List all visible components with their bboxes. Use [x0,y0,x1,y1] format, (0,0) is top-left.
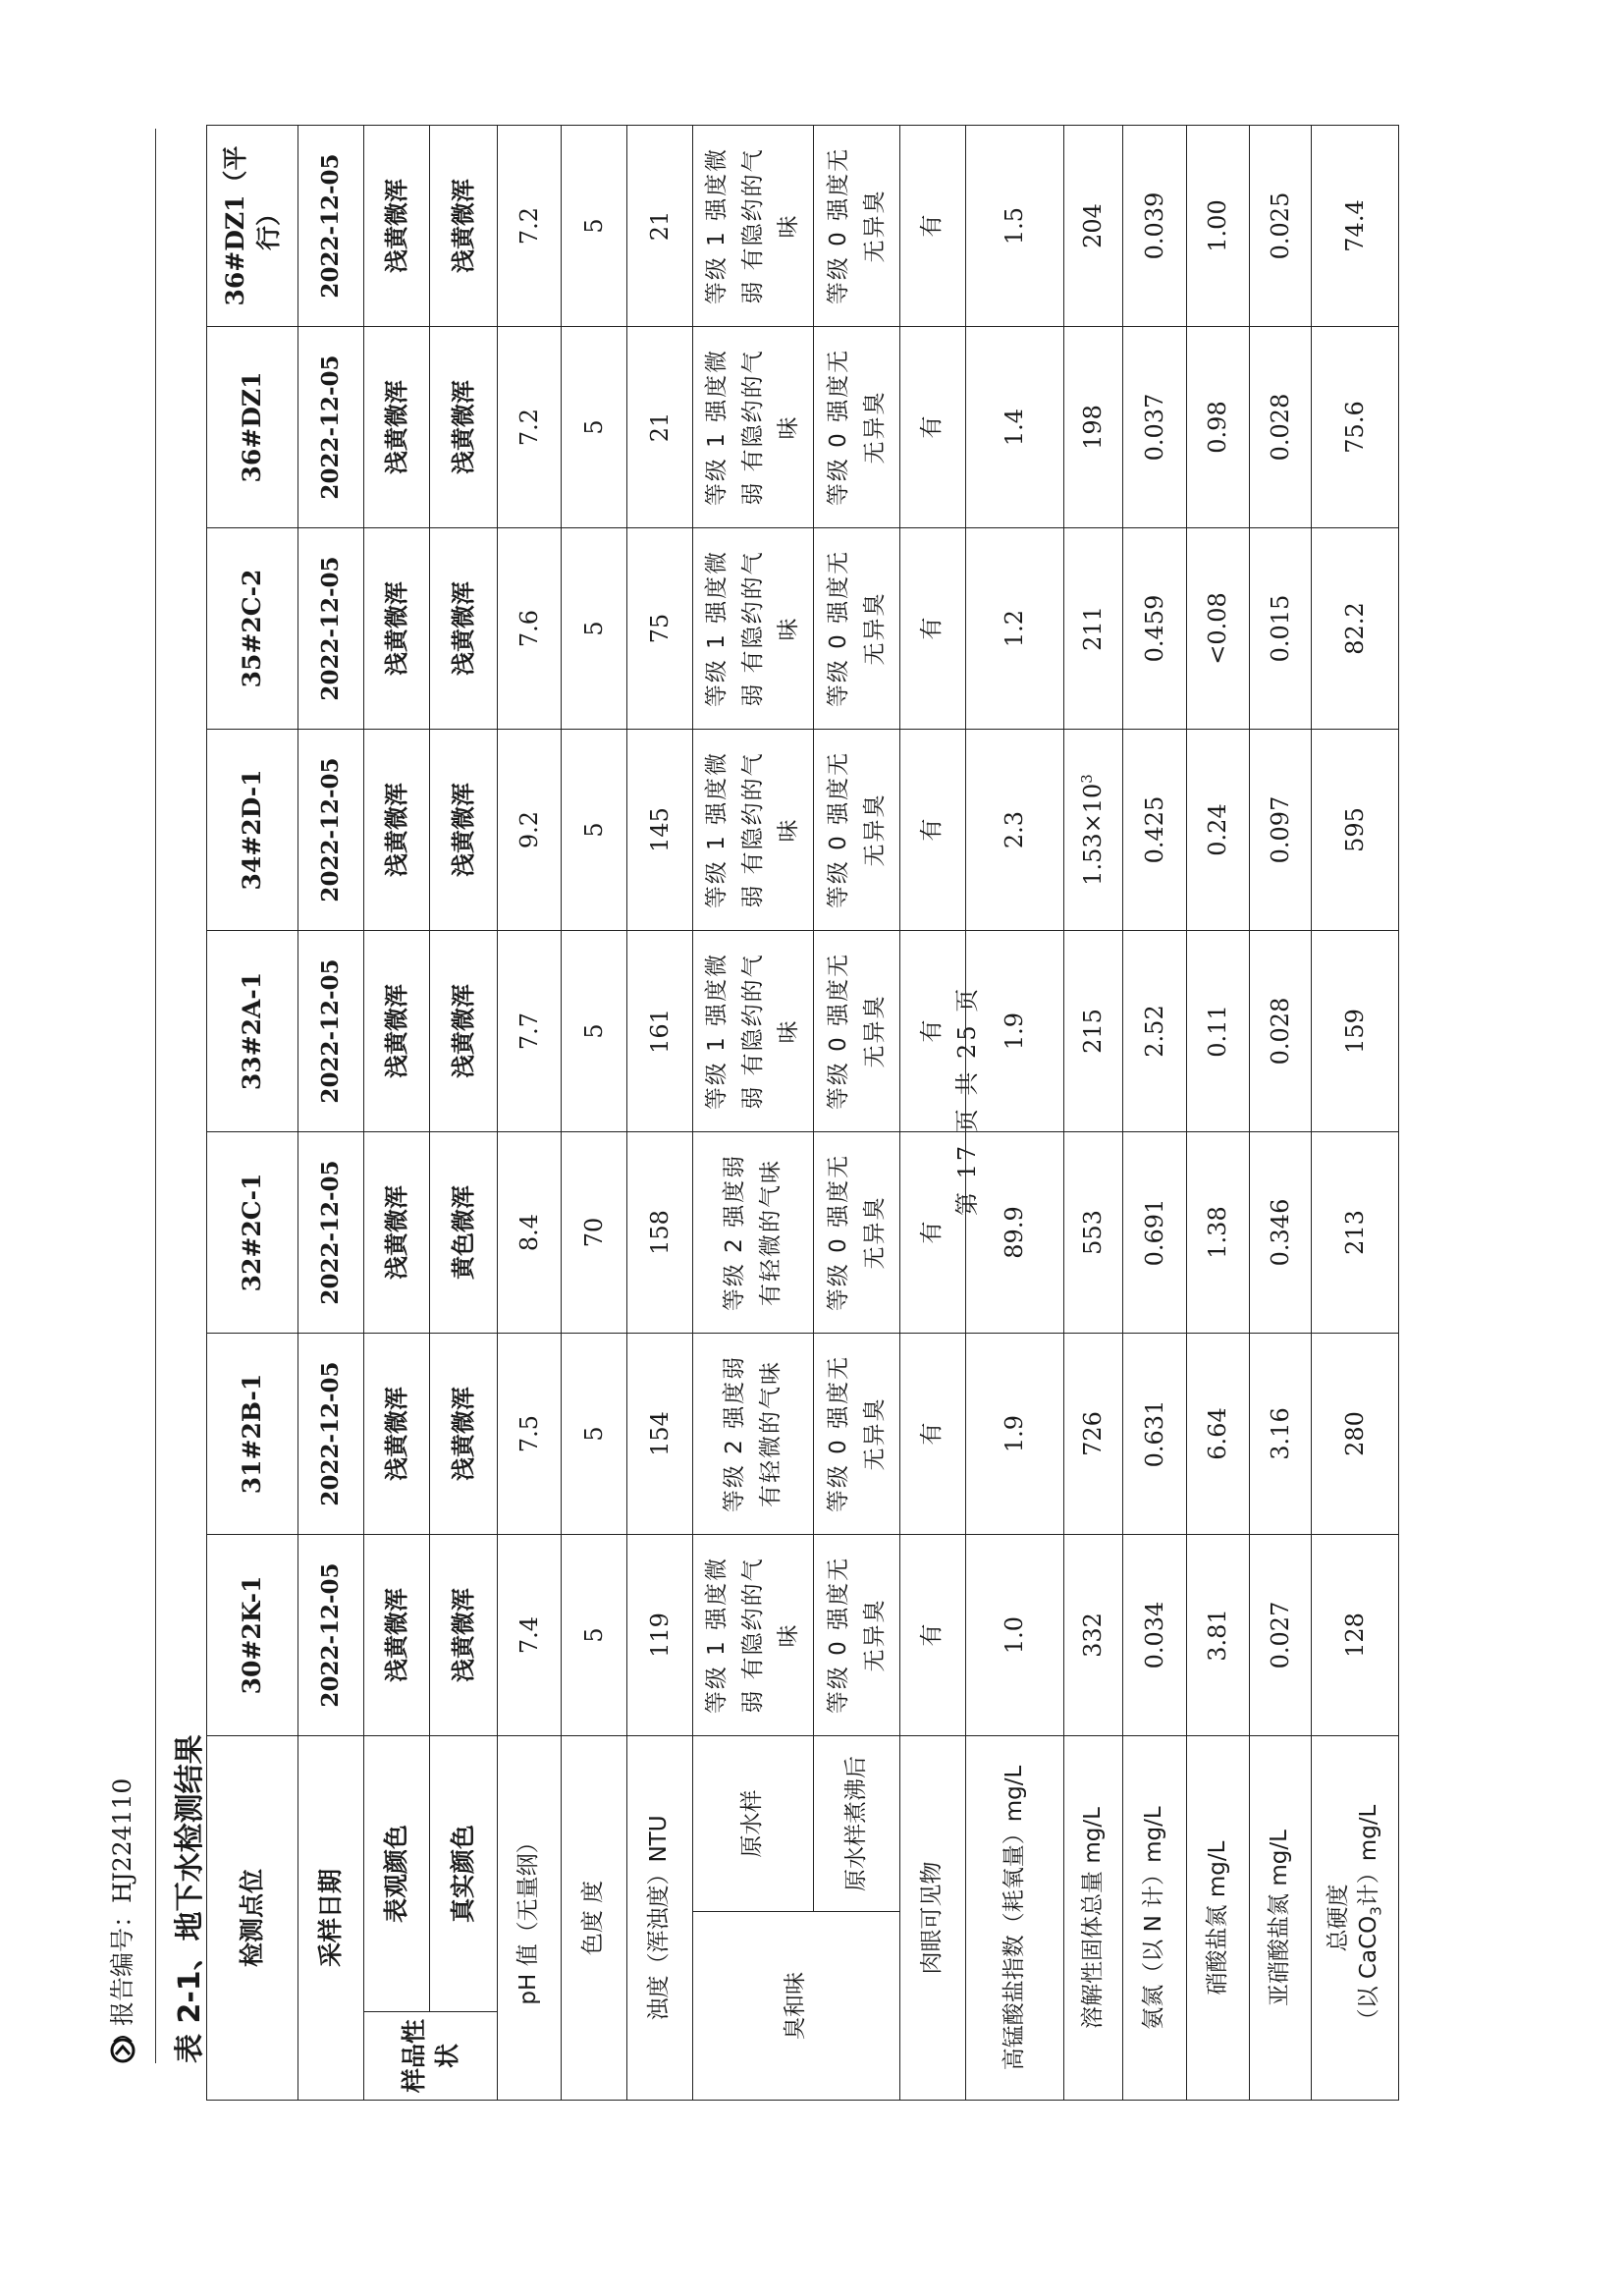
table-row [966,126,1064,2101]
cell-permanganate: 1.5 [966,126,1064,327]
cell-hardness: 74.4 [1312,126,1399,327]
label-date: 采样日期 [298,1736,364,2101]
cell-tds: 553 [1064,1132,1123,1334]
cell-odor-raw: 等级 2 强度弱 有轻微的气味 [693,1334,814,1535]
cell-nitrate: 0.98 [1187,327,1250,528]
label-ammonia: 氨氮（以 N 计）mg/L [1123,1736,1187,2101]
cell-date: 2022-12-05 [298,730,364,931]
tds-base: 1.53×10 [1079,783,1108,886]
cell-ph: 8.4 [498,1132,562,1334]
results-table-body [207,126,1399,2101]
label-chroma: 色度 度 [562,1736,627,2101]
cell-nitrate: 6.64 [1187,1334,1250,1535]
table-row [498,126,562,2101]
cell-turbidity: 154 [627,1334,693,1535]
cell-visible: 有 [900,126,966,327]
cell-nitrite: 0.097 [1250,730,1312,931]
cell-point: 33#2A-1 [207,931,298,1132]
cell-point: 35#2C-2 [207,528,298,730]
label-tds: 溶解性固体总量 mg/L [1064,1736,1123,2101]
cell-odor-boiled: 等级 0 强度无 无异臭 [814,1334,900,1535]
cell-true-color: 浅黄微浑 [430,327,498,528]
cell-turbidity: 158 [627,1132,693,1334]
cell-ph: 7.7 [498,931,562,1132]
table-row [364,126,430,2101]
cell-true-color: 浅黄微浑 [430,126,498,327]
cell-ph: 7.5 [498,1334,562,1535]
cell-turbidity: 75 [627,528,693,730]
cell-chroma: 5 [562,528,627,730]
cell-true-color: 黄色微浑 [430,1132,498,1334]
cell-true-color: 浅黄微浑 [430,1535,498,1736]
cell-apparent-color: 浅黄微浑 [364,1535,430,1736]
cell-chroma: 5 [562,931,627,1132]
cell-permanganate: 1.2 [966,528,1064,730]
cell-point: 36#DZ1 [207,327,298,528]
report-number [103,1778,138,2063]
cell-nitrate: 1.00 [1187,126,1250,327]
cell-permanganate: 2.3 [966,730,1064,931]
cell-turbidity: 145 [627,730,693,931]
label-sample-group: 样品性状 [364,2012,498,2101]
table-row [430,126,498,2101]
cell-odor-raw: 等级 1 强度微弱 有隐约的气味 [693,327,814,528]
table-row [693,126,814,2101]
cell-nitrate: 0.11 [1187,931,1250,1132]
cell-nitrite: 0.027 [1250,1535,1312,1736]
cell-odor-boiled: 等级 0 强度无 无异臭 [814,327,900,528]
table-row [1312,126,1399,2101]
label-hardness-suffix: 计）mg/L [1356,1804,1382,1907]
table-row [1187,126,1250,2101]
cell-chroma: 70 [562,1132,627,1334]
label-permanganate: 高锰酸盐指数（耗氧量）mg/L [966,1736,1064,2101]
page-indicator: 第 17 页 共 25 页 [953,985,981,1216]
label-nitrite: 亚硝酸盐氮 mg/L [1250,1736,1312,2101]
cell-true-color: 浅黄微浑 [430,1334,498,1535]
table-row [1250,126,1312,2101]
label-visible: 肉眼可见物 [900,1736,966,2101]
table-row [814,126,900,2101]
cell-date: 2022-12-05 [298,327,364,528]
label-point: 检测点位 [207,1736,298,2101]
label-hardness-subscript: 3 [1367,1906,1385,1916]
cell-odor-raw: 等级 2 强度弱 有轻微的气味 [693,1132,814,1334]
cell-nitrite: 0.025 [1250,126,1312,327]
cell-ph: 7.6 [498,528,562,730]
company-logo-icon [110,2030,135,2063]
cell-odor-raw: 等级 1 强度微弱 有隐约的气味 [693,126,814,327]
cell-apparent-color: 浅黄微浑 [364,327,430,528]
cell-tds [1064,730,1123,931]
label-nitrate: 硝酸盐氮 mg/L [1187,1736,1250,2101]
cell-ammonia: 0.039 [1123,126,1187,327]
cell-nitrate: 3.81 [1187,1535,1250,1736]
table-row [900,126,966,2101]
table-row [207,126,298,2101]
table-row [1123,126,1187,2101]
cell-hardness: 213 [1312,1132,1399,1334]
cell-odor-raw: 等级 1 强度微弱 有隐约的气味 [693,1535,814,1736]
cell-chroma: 5 [562,1334,627,1535]
cell-date: 2022-12-05 [298,1132,364,1334]
cell-odor-boiled: 等级 0 强度无 无异臭 [814,1132,900,1334]
cell-ph: 7.2 [498,126,562,327]
label-ph: pH 值（无量纲） [498,1736,562,2101]
cell-apparent-color: 浅黄微浑 [364,931,430,1132]
header-divider [155,129,156,2063]
cell-apparent-color: 浅黄微浑 [364,528,430,730]
cell-tds: 332 [1064,1535,1123,1736]
cell-odor-raw: 等级 1 强度微弱 有隐约的气味 [693,528,814,730]
cell-date: 2022-12-05 [298,126,364,327]
label-odor-group: 臭和味 [693,1912,900,2101]
cell-point: 30#2K-1 [207,1535,298,1736]
results-table [206,125,1399,2101]
cell-point: 31#2B-1 [207,1334,298,1535]
cell-chroma: 5 [562,1535,627,1736]
cell-apparent-color: 浅黄微浑 [364,1334,430,1535]
cell-nitrite: 0.028 [1250,327,1312,528]
cell-ammonia: 0.459 [1123,528,1187,730]
label-apparent-color: 表观颜色 [364,1736,430,2012]
cell-visible: 有 [900,1334,966,1535]
cell-turbidity: 21 [627,126,693,327]
table-row [627,126,693,2101]
cell-apparent-color: 浅黄微浑 [364,730,430,931]
cell-chroma: 5 [562,730,627,931]
cell-point: 36#DZ1（平行） [207,126,298,327]
label-true-color: 真实颜色 [430,1736,498,2012]
cell-nitrite: 0.028 [1250,931,1312,1132]
table-caption: 表 2-1、地下水检测结果 [173,1734,207,2063]
cell-permanganate: 1.4 [966,327,1064,528]
cell-hardness: 595 [1312,730,1399,931]
tds-exponent: 3 [1078,774,1097,784]
cell-permanganate: 89.9 [966,1132,1064,1334]
cell-visible: 有 [900,730,966,931]
cell-visible: 有 [900,1132,966,1334]
cell-turbidity: 21 [627,327,693,528]
cell-chroma: 5 [562,327,627,528]
cell-odor-boiled: 等级 0 强度无 无异臭 [814,730,900,931]
cell-ammonia: 0.631 [1123,1334,1187,1535]
cell-turbidity: 119 [627,1535,693,1736]
cell-visible: 有 [900,327,966,528]
cell-odor-raw: 等级 1 强度微弱 有隐约的气味 [693,730,814,931]
cell-odor-boiled: 等级 0 强度无 无异臭 [814,126,900,327]
cell-date: 2022-12-05 [298,1535,364,1736]
cell-date: 2022-12-05 [298,1334,364,1535]
cell-tds: 198 [1064,327,1123,528]
label-hardness-line1: 总硬度 [1325,1884,1352,1952]
cell-odor-boiled: 等级 0 强度无 无异臭 [814,528,900,730]
label-odor-boiled: 原水样煮沸后 [814,1736,900,1912]
cell-point: 32#2C-1 [207,1132,298,1334]
cell-tds: 215 [1064,931,1123,1132]
cell-turbidity: 161 [627,931,693,1132]
cell-ammonia: 0.425 [1123,730,1187,931]
cell-apparent-color: 浅黄微浑 [364,126,430,327]
cell-nitrite: 0.346 [1250,1132,1312,1334]
cell-odor-boiled: 等级 0 强度无 无异臭 [814,1535,900,1736]
cell-tds: 726 [1064,1334,1123,1535]
cell-ph: 7.4 [498,1535,562,1736]
cell-ammonia: 0.037 [1123,327,1187,528]
cell-date: 2022-12-05 [298,528,364,730]
cell-date: 2022-12-05 [298,931,364,1132]
cell-permanganate: 1.9 [966,1334,1064,1535]
cell-nitrite: 0.015 [1250,528,1312,730]
label-hardness [1312,1736,1399,2101]
cell-tds: 211 [1064,528,1123,730]
cell-permanganate: 1.9 [966,931,1064,1132]
cell-point: 34#2D-1 [207,730,298,931]
cell-nitrate: 0.24 [1187,730,1250,931]
cell-visible: 有 [900,1535,966,1736]
cell-nitrite: 3.16 [1250,1334,1312,1535]
cell-nitrate: <0.08 [1187,528,1250,730]
cell-odor-boiled: 等级 0 强度无 无异臭 [814,931,900,1132]
cell-hardness: 75.6 [1312,327,1399,528]
cell-ammonia: 0.691 [1123,1132,1187,1334]
cell-tds: 204 [1064,126,1123,327]
cell-true-color: 浅黄微浑 [430,730,498,931]
cell-hardness: 82.2 [1312,528,1399,730]
label-hardness-line2 [1354,1740,1386,2096]
cell-ph: 7.2 [498,327,562,528]
cell-visible: 有 [900,931,966,1132]
cell-visible: 有 [900,528,966,730]
cell-nitrate: 1.38 [1187,1132,1250,1334]
cell-ph: 9.2 [498,730,562,931]
label-odor-raw: 原水样 [693,1736,814,1912]
cell-odor-raw: 等级 1 强度微弱 有隐约的气味 [693,931,814,1132]
report-number-text: 报告编号：HJ224110 [108,1777,136,2026]
cell-hardness: 280 [1312,1334,1399,1535]
table-row [298,126,364,2101]
cell-true-color: 浅黄微浑 [430,931,498,1132]
cell-ammonia: 2.52 [1123,931,1187,1132]
cell-hardness: 159 [1312,931,1399,1132]
cell-apparent-color: 浅黄微浑 [364,1132,430,1334]
label-turbidity: 浊度（浑浊度）NTU [627,1736,693,2101]
cell-true-color: 浅黄微浑 [430,528,498,730]
table-row [1064,126,1123,2101]
table-row [562,126,627,2101]
label-hardness-prefix: （以 CaCO [1356,1915,1382,2032]
cell-hardness: 128 [1312,1535,1399,1736]
cell-ammonia: 0.034 [1123,1535,1187,1736]
cell-permanganate: 1.0 [966,1535,1064,1736]
cell-chroma: 5 [562,126,627,327]
